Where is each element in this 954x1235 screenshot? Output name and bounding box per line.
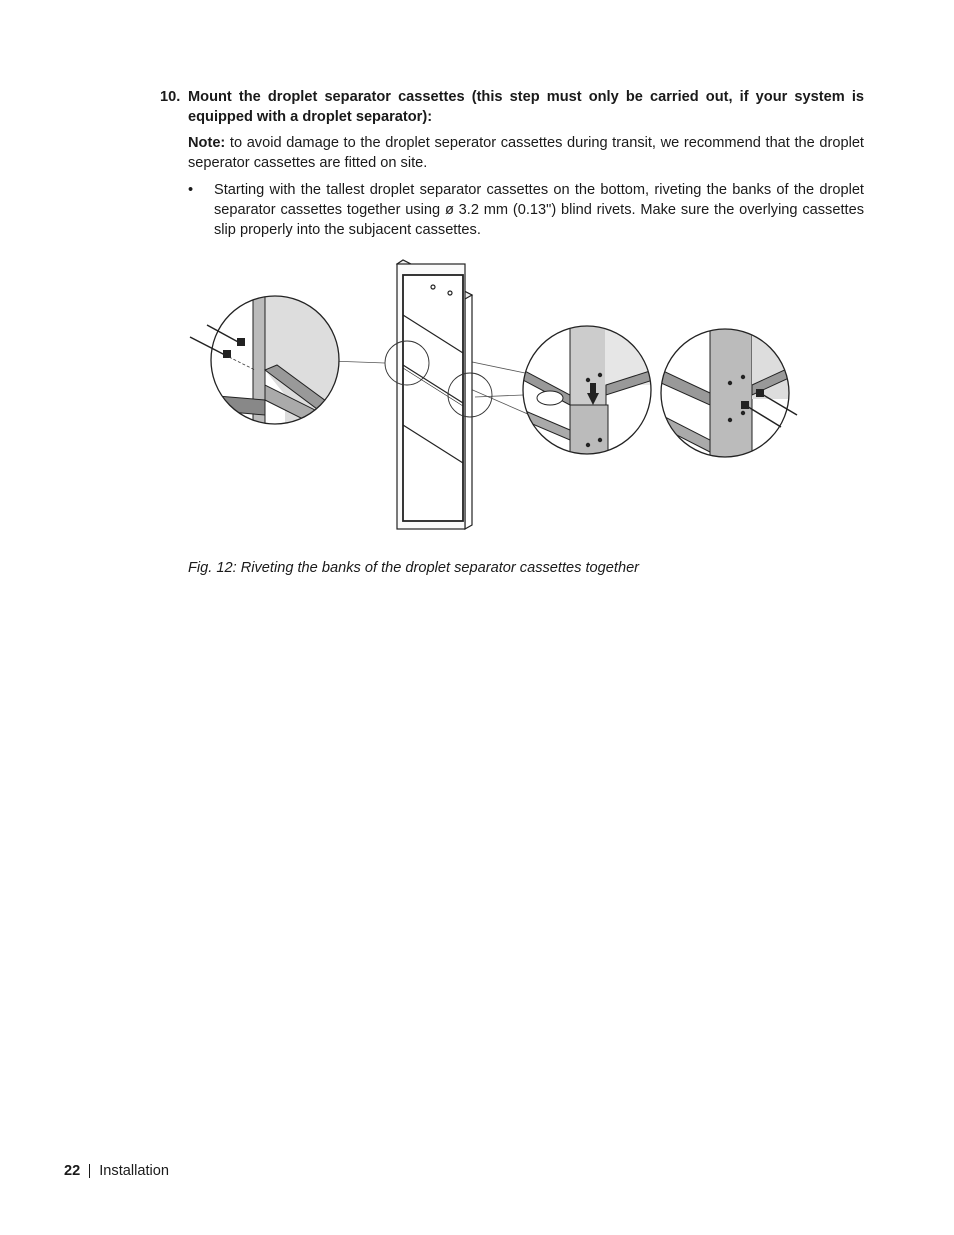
bullet-text: Starting with the tallest droplet separator cassettes on the bottom, riveting the banks of the droplet separator cassettes together using ø 3.2 mm (0.13") blind rivets. Make sure the overlying cassettes slip properly into the subjacent cassettes.	[214, 182, 864, 238]
page-footer	[64, 1161, 169, 1181]
bullet-item	[188, 180, 864, 240]
note-paragraph	[188, 133, 864, 173]
detail-circle-rivet-fasten	[661, 329, 797, 459]
detail-circle-cassette-join	[523, 325, 653, 460]
step-10	[160, 87, 864, 127]
figure-caption: Fig. 12: Riveting the banks of the droplet separator cassettes together	[188, 560, 640, 576]
rivet-diagram	[185, 255, 805, 535]
step-number: 10.	[160, 89, 181, 105]
figure-illustration	[185, 255, 805, 535]
detail-circle-rivet-insert	[190, 290, 345, 440]
note-text: to avoid damage to the droplet seperator cassettes during transit, we recommend that the droplet seperator cassettes are fitted on site.	[188, 135, 864, 171]
note-label: Note:	[188, 135, 226, 151]
cassette-cabinet	[397, 260, 472, 529]
footer-section: Installation	[99, 1163, 170, 1179]
page-number: 22	[64, 1163, 81, 1179]
footer-separator	[89, 1164, 90, 1178]
bullet-symbol: •	[188, 182, 194, 198]
step-heading: Mount the droplet separator cassettes (this step must only be carried out, if your system is equipped with a droplet separator):	[188, 89, 864, 125]
